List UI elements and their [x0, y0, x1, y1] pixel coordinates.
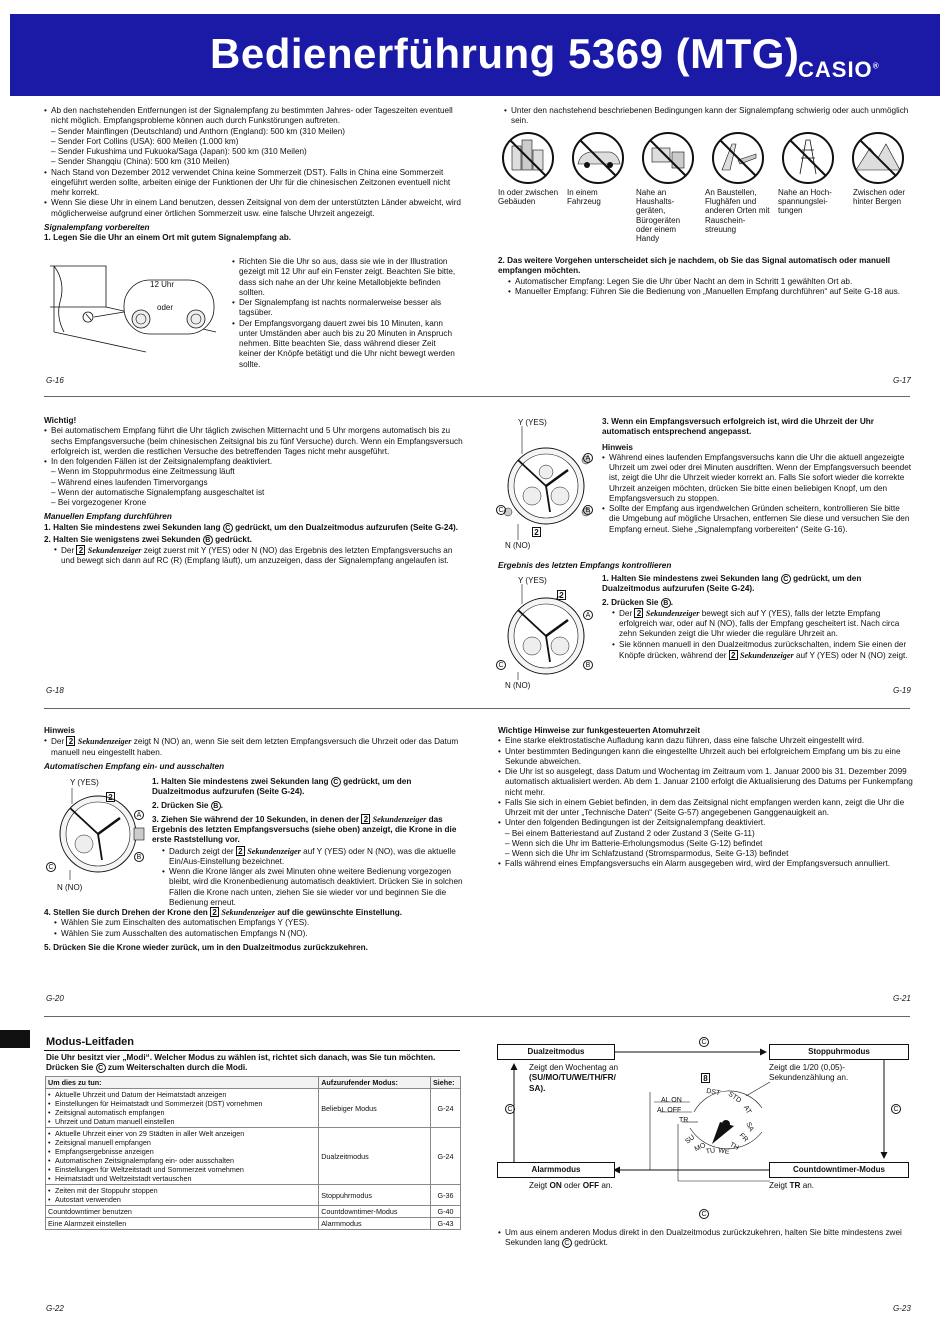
page-number-g19: G-19 [893, 686, 911, 695]
yes-label-3: Y (YES) [70, 778, 99, 787]
watch-diagram-1 [494, 414, 602, 554]
g23-footnote: • Um aus einem anderen Modus direkt in den Dualzeitmodus zurückzukehren, halten Sie bitte mindestens zwei Sekunden lang C gedrückt. [498, 1228, 912, 1249]
condition-label-5: Nahe an Hoch-spannungslei-tungen [778, 188, 832, 216]
mode-alarm: Alarmmodus [497, 1162, 615, 1178]
g20-steps-2: 4. Stellen Sie durch Drehen der Krone den 2 Sekundenzeiger auf die gewünschte Einstellung. • Wählen Sie zum Einschalten des automatischen Empfangs Y (YES). • Wählen Sie zum Ausschalten des automatischen Empfangs N (NO). 5. Drücken Sie die Krone wieder zurück, um in den Dualzeitmodus zurückzukehren. [44, 907, 464, 953]
button-b-icon: B [583, 505, 593, 515]
hand-2-marker-2: 2 [557, 590, 566, 600]
condition-label-4: An Baustellen, Flughäfen und anderen Orten mit Rauschein-streuung [705, 188, 770, 234]
dial-al-on: AL ON [661, 1097, 682, 1104]
page-number-g21: G-21 [893, 994, 911, 1003]
stoppuhr-desc: Zeigt die 1/20 (0,05)- Sekundenzählung an. [769, 1063, 849, 1083]
dial-8-marker: 8 [701, 1073, 710, 1083]
g18-content: Wichtig! • Bei automatischem Empfang führt die Uhr täglich zwischen Mitternacht und 5 Uhr morgens automatisch bis zu sechs Empfangsversuche (beim chinesischen Zeitsignal bis zu fünf Versuche) durch. Wenn ein Empfangsversuch erfolgreich ist, werden die restlichen Versuche des betreffenden Tages nicht mehr ausgeführt. • In den folgenden Fällen ist der Zeitsignalempfang deaktiviert. – Wenn im Stoppuhrmodus eine Zeitmessung läuft – Während eines laufenden Timervorgangs – Wenn der automatische Signalempfang ausgeschaltet ist – Bei vorgezogener Krone Manuellen Empfang durchführen 1. Halten Sie mindestens zwei Sekunden lang C gedrückt, um den Dualzeitmodus aufzurufen (Seite G-24). 2. Halten Sie wenigstens zwei Sekunden B gedrückt. • Der 2 Sekundenzeiger zeigt zuerst mit Y (YES) oder N (NO) das Ergebnis des letzten Empfangsversuchs an und bewegt sich dann auf RC (R) (Empfang läuft), um anzuzeigen, dass der Signalempfang angelaufen ist. [44, 416, 464, 567]
condition-label-6: Zwischen oder hinter Bergen [853, 188, 906, 207]
g17-intro: • Unter den nachstehend beschriebenen Bedingungen kann der Signalempfang schwierig oder auch unmöglich sein. [504, 106, 914, 127]
mode-dualzeit: Dualzeitmodus [497, 1044, 615, 1060]
dial-al-off: AL OFF [657, 1107, 682, 1114]
g18-heading: Wichtig! [44, 416, 77, 425]
no-label-3: N (NO) [57, 883, 83, 892]
g22-intro: Die Uhr besitzt vier „Modi“. Welcher Modus zu wählen ist, richtet sich danach, was Sie tun möchten. Drücken Sie C zum Weiterschalten durch die Modi. [46, 1053, 436, 1073]
button-a-icon: A [583, 453, 593, 463]
modes-table [45, 1076, 461, 1230]
g19-heading-2: Ergebnis des letzten Empfangs kontrollieren [498, 561, 672, 570]
button-c-icon: C [496, 505, 506, 515]
button-b-icon: B [203, 535, 213, 545]
dial-day-mo: MO [693, 1142, 707, 1154]
countdown-desc: Zeigt TR an. [769, 1181, 815, 1190]
button-c-icon-3: C [46, 862, 56, 872]
table-row: • Aktuelle Uhrzeit einer von 29 Städten in aller Welt anzeigen • Zeitsignal manuell empfangen • Empfangsergebnisse anzeigen • Automatischen Zeitsignalempfang ein- oder ausschalten • Einstellungen für Weltzeitstadt und Sommerzeit vornehmen • Heimatstadt und Weltzeitstadt vertauschen Dualzeitmodus G-24 [46, 1128, 461, 1185]
g17-step-2: 2. Das weitere Vorgehen unterscheidet sich je nachdem, ob Sie das Signal automatisch oder manuell empfangen möchten. • Automatischer Empfang: Legen Sie die Uhr über Nacht an dem in Schritt 1 gewählten Ort ab. • Manueller Empfang: Führen Sie die Bedienung von „Manuellen Empfang durchführen“ auf Seite G-18 aus. [498, 256, 914, 297]
page-number-g17: G-17 [893, 376, 911, 385]
table-header-page: Siehe: [431, 1077, 461, 1089]
page-number-g22: G-22 [46, 1304, 64, 1313]
g16-bullet-2: • Nach Stand von Dezember 2012 verwendet China keine Sommerzeit (DST). Falls in China eine Sommerzeit eingeführt werden sollte, arbeiten einige der Funktionen der Uhr für die chinesischen Zeitzonen eventuell nicht mehr korrekt. [44, 168, 464, 199]
button-c-icon: C [223, 523, 233, 533]
divider-3 [44, 1016, 910, 1017]
mode-stoppuhr: Stoppuhrmodus [769, 1044, 909, 1060]
g21-content: Wichtige Hinweise zur funkgesteuerten Atomuhrzeit • Eine starke elektrostatische Aufladung kann dazu führen, dass eine falsche Uhrzeit eingestellt wird. • Unter bestimmten Bedingungen kann die eingestellte Uhrzeit auch bei erfolgreichem Empfang um bis zu eine Sekunde abweichen. • Die Uhr ist so ausgelegt, dass Datum und Wochentag im Zeitraum vom 1. Januar 2000 bis 31. Dezember 2099 automatisch aktualisiert werden. Ab dem 1. Januar 2100 erfolgt die Aktualisierung des Datums per Funkempfang nicht mehr. • Falls Sie sich in einem Gebiet befinden, in dem das Zeitsignal nicht empfangen werden kann, zeigt die Uhr die Uhrzeit mit der unter „Technische Daten“ (Seite G-57) angegebenen Ganggenauigkeit an. • Unter den folgenden Bedingungen ist der Zeitsignalempfang deaktiviert. – Bei einem Batteriestand auf Zustand 2 oder Zustand 3 (Seite G-11) – Wenn sich die Uhr im Batterie-Erholungsmodus (Seite G-12) befindet – Wenn sich die Uhr im Schlafzustand (Stromsparmodus, Seite G-13) befindet • Falls während eines Empfangsversuchs ein Alarm ausgegeben wird, wird der Empfangsversuch annulliert. [498, 726, 914, 870]
g16-bullet-3: • Wenn Sie diese Uhr in einem Land benutzen, dessen Zeitsignal von dem der unterstützten Länder abweicht, wird möglicherweise aufgrund einer örtlichen Sommerzeit usw. eine falsche Uhrzeit angezeigt. [44, 198, 464, 219]
g19-steps: 1. Halten Sie mindestens zwei Sekunden lang C gedrückt, um den Dualzeitmodus aufzurufen (Seite G-24). 2. Drücken Sie B . • Der 2 Sekundenzeiger bewegt sich auf Y (YES), falls der letzte Empfang erfolgreich war, oder auf N (NO), falls der Empfang gescheitert ist. Nach circa zehn Sekunden zeigt die Uhr wieder die reguläre Uhrzeit an. • Sie können manuell in den Dualzeitmodus zurückschalten, indem Sie einen der Knöpfe drücken, während der 2 Sekundenzeiger auf Y (YES) oder N (NO) zeigt. [602, 574, 912, 661]
g16-intro: • Ab den nachstehenden Entfernungen ist der Signalempfang zu bestimmten Jahres- oder Tageszeiten eventuell nicht möglich. Empfangsprobleme können auch durch Funkstörungen auftreten. – Sender Mainflingen (Deutschland) und Anthorn (England): 500 km (310 Meilen) – Sender Fort Collins (USA): 600 Meilen (1.000 km) – Sender Fukushima und Fukuoka/Saga (Japan): 500 km (310 Meilen) – Sender Shangqiu (China): 500 km (310 Meilen) • Nach Stand von Dezember 2012 verwendet China keine Sommerzeit (DST). Falls in China eine Sommerzeit eingeführt werden sollte, arbeiten einige der Funktionen der Uhr für die chinesischen Zeitzonen eventuell nicht mehr korrekt. • Wenn Sie diese Uhr in einem Land benutzen, dessen Zeitsignal von dem der unterstützten Länder abweicht, wird möglicherweise aufgrund einer örtlichen Sommerzeit usw. eine falsche Uhrzeit angezeigt. Signalempfang vorbereiten 1. Legen Sie die Uhr an einem Ort mit gutem Signalempfang ab. [44, 106, 464, 243]
window-illustration [46, 262, 226, 354]
table-row: • Aktuelle Uhrzeit und Datum der Heimatstadt anzeigen • Einstellungen für Heimatstadt und Sommerzeit (DST) vornehmen • Zeitsignal automatisch empfangen • Uhrzeit und Datum manuell einstellen Beliebiger Modus G-24 [46, 1089, 461, 1128]
page-number-g16: G-16 [46, 376, 64, 385]
button-c-left: C [505, 1104, 515, 1114]
condition-label-3: Nahe an Haushalts-geräten, Bürogeräten oder einem Handy [636, 188, 681, 243]
g19-content: 3. Wenn ein Empfangsversuch erfolgreich ist, wird die Uhrzeit der Uhr automatisch entsprechend angepasst. Hinweis • Während eines laufenden Empfangsversuchs kann die Uhr die aktuell angezeigte Uhrzeit um zwei oder drei Minuten ausdriften. Wenn der Empfangsversuch beendet ist, zeigt die Uhr die Uhrzeit wieder korrekt an. Falls Sie sofort wieder die korrekte Uhrzeit anzeigen möchten, drücken Sie bitte einen beliebigen Knopf, um den Empfangsversuch zu stoppen. • Sollte der Empfang aus irgendwelchen Gründen scheitern, kontrollieren Sie bitte die Umgebung auf mögliche Ursachen, entfernen Sie diese und versuchen Sie den Empfang erneut. Siehe „Signalempfang vorbereiten“ (Seite G-16). [602, 417, 912, 535]
table-row: Eine Alarmzeit einstellen Alarmmodus G-43 [46, 1218, 461, 1230]
condition-label-1: In oder zwischen Gebäuden [498, 188, 559, 207]
section-tab-marker [0, 1030, 30, 1048]
button-b-icon-3: B [134, 852, 144, 862]
table-row: Countdowntimer benutzen Countdowntimer-Modus G-40 [46, 1206, 461, 1218]
dial-day-tu: TU [705, 1147, 716, 1156]
button-a-icon-3: A [134, 810, 144, 820]
fig-12-uhr: 12 Uhr [150, 280, 175, 289]
hand-2-marker-3: 2 [106, 792, 115, 802]
button-b-icon-2: B [583, 660, 593, 670]
no-label-2: N (NO) [505, 681, 531, 690]
no-label-1: N (NO) [505, 541, 531, 550]
g16-step-1: 1. Legen Sie die Uhr an einem Ort mit gutem Signalempfang ab. [44, 233, 292, 242]
modus-leitfaden-heading: Modus-Leitfaden [46, 1036, 134, 1048]
page-number-g20: G-20 [46, 994, 64, 1003]
button-c-top: C [699, 1037, 709, 1047]
yes-label-2: Y (YES) [518, 576, 547, 585]
button-c-right: C [891, 1104, 901, 1114]
table-header-mode: Aufzurufender Modus: [319, 1077, 431, 1089]
yes-label-1: Y (YES) [518, 418, 547, 427]
dualzeit-desc: Zeigt den Wochentag an (SU/MO/TU/WE/TH/FR/ SA). [529, 1063, 619, 1093]
g16-bullet-1: • Ab den nachstehenden Entfernungen ist der Signalempfang zu bestimmten Jahres- oder Tageszeiten eventuell nicht möglich. Empfangsprobleme können auch durch Funkstörungen auftreten. [44, 106, 464, 127]
page-number-g23: G-23 [893, 1304, 911, 1313]
button-c-bottom: C [699, 1209, 709, 1219]
button-a-icon-2: A [583, 610, 593, 620]
dial-day-sa: SA [744, 1121, 755, 1133]
condition-icons [500, 130, 920, 186]
dial-day-fr: FR [737, 1131, 750, 1144]
condition-label-2: In einem Fahrzeug [567, 188, 601, 207]
table-row: • Zeiten mit der Stoppuhr stoppen • Autostart verwenden Stoppuhrmodus G-36 [46, 1185, 461, 1206]
button-c-icon-2: C [496, 660, 506, 670]
dial-day-th: TH [728, 1141, 740, 1152]
table-header-task: Um dies zu tun: [46, 1077, 319, 1089]
dial-day-su: SU [684, 1133, 697, 1146]
divider-2 [44, 708, 910, 709]
dial-std: STD [726, 1090, 743, 1105]
heading-underline [44, 1050, 460, 1051]
dial-day-we: WE [717, 1147, 730, 1156]
page-number-g18: G-18 [46, 686, 64, 695]
alarm-desc: Zeigt ON oder OFF an. [529, 1181, 613, 1190]
dial-at: AT [741, 1104, 753, 1116]
hand-2-marker: 2 [532, 527, 541, 537]
divider-1 [44, 396, 910, 397]
dial-dst: DST [705, 1087, 721, 1098]
mode-countdown: Countdowntimer-Modus [769, 1162, 909, 1178]
g16-heading: Signalempfang vorbereiten [44, 222, 150, 232]
watch-diagram-2 [494, 572, 602, 692]
watch-diagram-3 [44, 780, 150, 890]
g20-steps: 1. Halten Sie mindestens zwei Sekunden lang C gedrückt, um den Dualzeitmodus aufzurufen (Seite G-24). 2. Drücken Sie B . 3. Ziehen Sie während der 10 Sekunden, in denen der 2 Sekundenzeiger das Ergebnis des letzten Empfangsversuchs (siehe oben) anzeigt, die Krone in die erste Raststellung vor. • Dadurch zeigt der 2 Sekundenzeiger auf Y (YES) oder N (NO), was die aktuelle Ein/Aus-Einstellung bezeichnet. • Wenn die Krone länger als zwei Minuten ohne weitere Bedienung vorgezogen bleibt, wird die Kronenbedienung automatisch deaktiviert. Drücken Sie in solchen Fällen die Krone nach unten, ziehen Sie sie wieder vor und beginnen Sie die Bedienung erneut. [152, 777, 464, 908]
g16-notes: • Richten Sie die Uhr so aus, dass sie wie in der Illustration gezeigt mit 12 Uhr auf ein Fenster zeigt. Beachten Sie bitte, dass sich nahe an der Uhr keine Metallobjekte befinden sollten. • Der Signalempfang ist nachts normalerweise besser als tagsüber. • Der Empfangsvorgang dauert zwei bis 10 Minuten, kann unter Umständen aber auch bis zu 20 Minuten in Anspruch nehmen. Bitte beachten Sie, dass während dieser Zeit keiner der Knöpfe betätigt und die Uhr nicht bewegt werden sollte. [232, 257, 460, 370]
casio-logo: CASIO® [798, 57, 880, 82]
dial-tr: TR [679, 1117, 689, 1124]
fig-oder: oder [157, 303, 174, 312]
document-title: Bedienerführung 5369 (MTG) [210, 30, 800, 77]
g20-hinweis: Hinweis • Der 2 Sekundenzeiger zeigt N (NO) an, wenn Sie seit dem letzten Empfangsversuch die Uhrzeit oder das Datum manuell neu eingestellt haben. Automatischen Empfang ein- und ausschalten [44, 726, 464, 772]
